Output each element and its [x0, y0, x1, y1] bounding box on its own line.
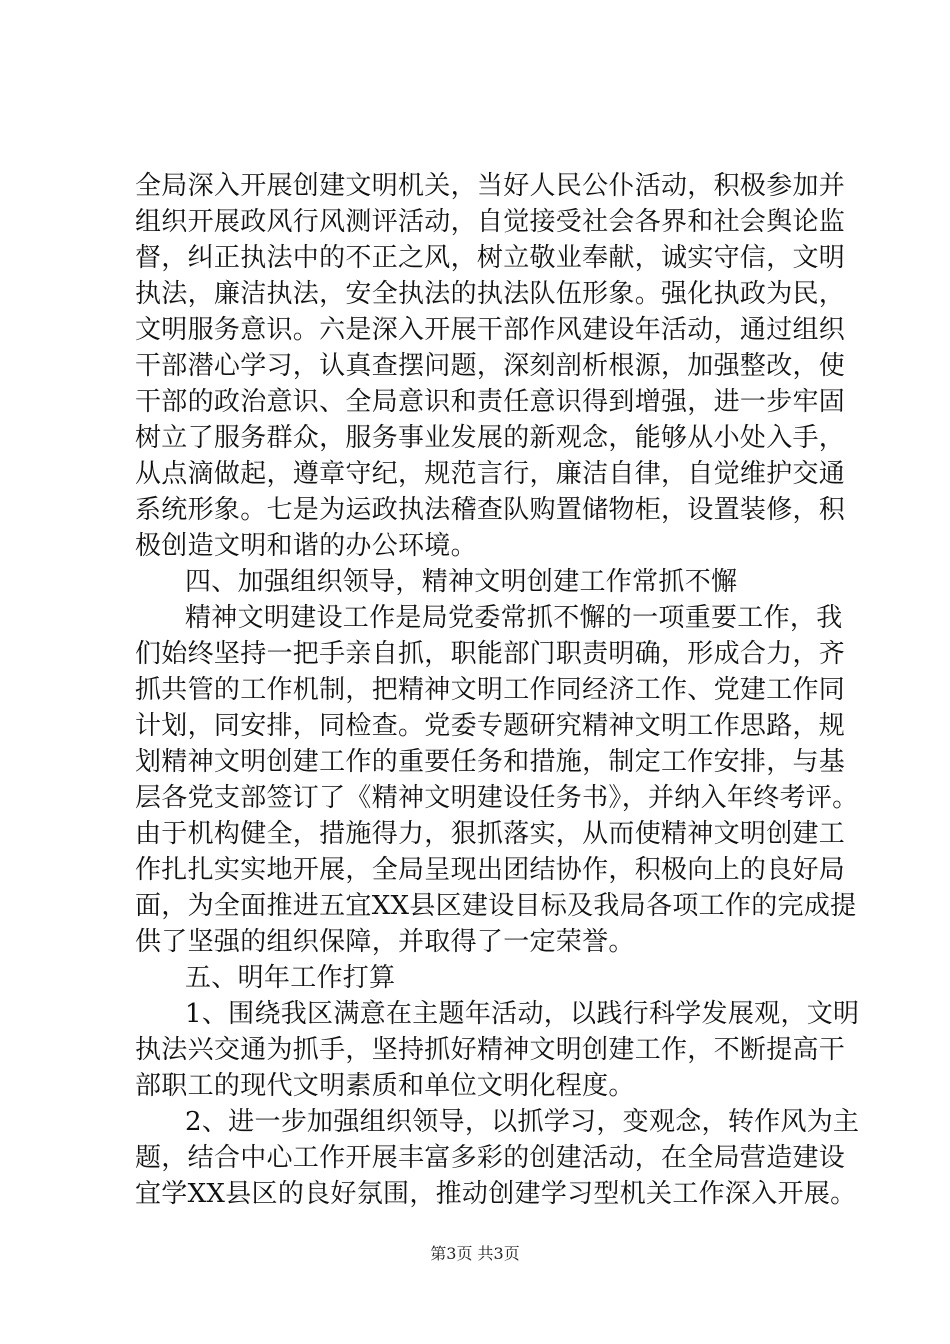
text-line: 从点滴做起，遵章守纪，规范言行，廉洁自律，自觉维护交通	[135, 459, 846, 489]
text-line: 2、进一步加强组织领导，以抓学习，变观念，转作风为主	[185, 1107, 860, 1137]
text-line: 1、围绕我区满意在主题年活动，以践行科学发展观，文明	[185, 999, 860, 1029]
text-line: 督，纠正执法中的不正之风，树立敬业奉献，诚实守信，文明	[135, 243, 846, 273]
text-line: 题，结合中心工作开展丰富多彩的创建活动，在全局营造建设	[135, 1143, 846, 1173]
text-line: 层各党支部签订了《精神文明建设任务书》，并纳入年终考评。	[135, 783, 859, 813]
section-heading: 五、明年工作打算	[185, 963, 396, 993]
text-line: 树立了服务群众，服务事业发展的新观念，能够从小处入手，	[135, 423, 846, 453]
text-line: 执法兴交通为抓手，坚持抓好精神文明创建工作，不断提高干	[135, 1035, 846, 1065]
text-line: 全局深入开展创建文明机关，当好人民公仆活动，积极参加并	[135, 171, 846, 201]
text-line: 部职工的现代文明素质和单位文明化程度。	[135, 1071, 635, 1101]
text-line: 精神文明建设工作是局党委常抓不懈的一项重要工作，我	[185, 603, 843, 633]
section-heading: 四、加强组织领导，精神文明创建工作常抓不懈	[185, 567, 738, 597]
text-line: 极创造文明和谐的办公环境。	[135, 531, 477, 561]
text-line: 们始终坚持一把手亲自抓，职能部门职责明确，形成合力，齐	[135, 639, 846, 669]
text-line: 供了坚强的组织保障，并取得了一定荣誉。	[135, 927, 635, 957]
text-line: 系统形象。七是为运政执法稽查队购置储物柜，设置装修，积	[135, 495, 846, 525]
text-line: 划精神文明创建工作的重要任务和措施，制定工作安排，与基	[135, 747, 846, 777]
text-line: 抓共管的工作机制，把精神文明工作同经济工作、党建工作同	[135, 675, 846, 705]
text-line: 组织开展政风行风测评活动，自觉接受社会各界和社会舆论监	[135, 207, 846, 237]
text-line: 作扎扎实实地开展，全局呈现出团结协作，积极向上的良好局	[135, 855, 846, 885]
page-footer: 第3页 共3页	[430, 1244, 520, 1263]
text-line: 由于机构健全，措施得力，狠抓落实，从而使精神文明创建工	[135, 819, 846, 849]
text-line: 执法，廉洁执法，安全执法的执法队伍形象。强化执政为民，	[135, 279, 846, 309]
text-line: 面，为全面推进五宜XX县区建设目标及我局各项工作的完成提	[135, 891, 857, 921]
text-line: 宜学XX县区的良好氛围，推动创建学习型机关工作深入开展。	[135, 1179, 857, 1209]
text-line: 干部潜心学习，认真查摆问题，深刻剖析根源，加强整改，使	[135, 351, 846, 381]
text-line: 干部的政治意识、全局意识和责任意识得到增强，进一步牢固	[135, 387, 846, 417]
text-line: 文明服务意识。六是深入开展干部作风建设年活动，通过组织	[135, 315, 846, 345]
text-line: 计划，同安排，同检查。党委专题研究精神文明工作思路，规	[135, 711, 846, 741]
